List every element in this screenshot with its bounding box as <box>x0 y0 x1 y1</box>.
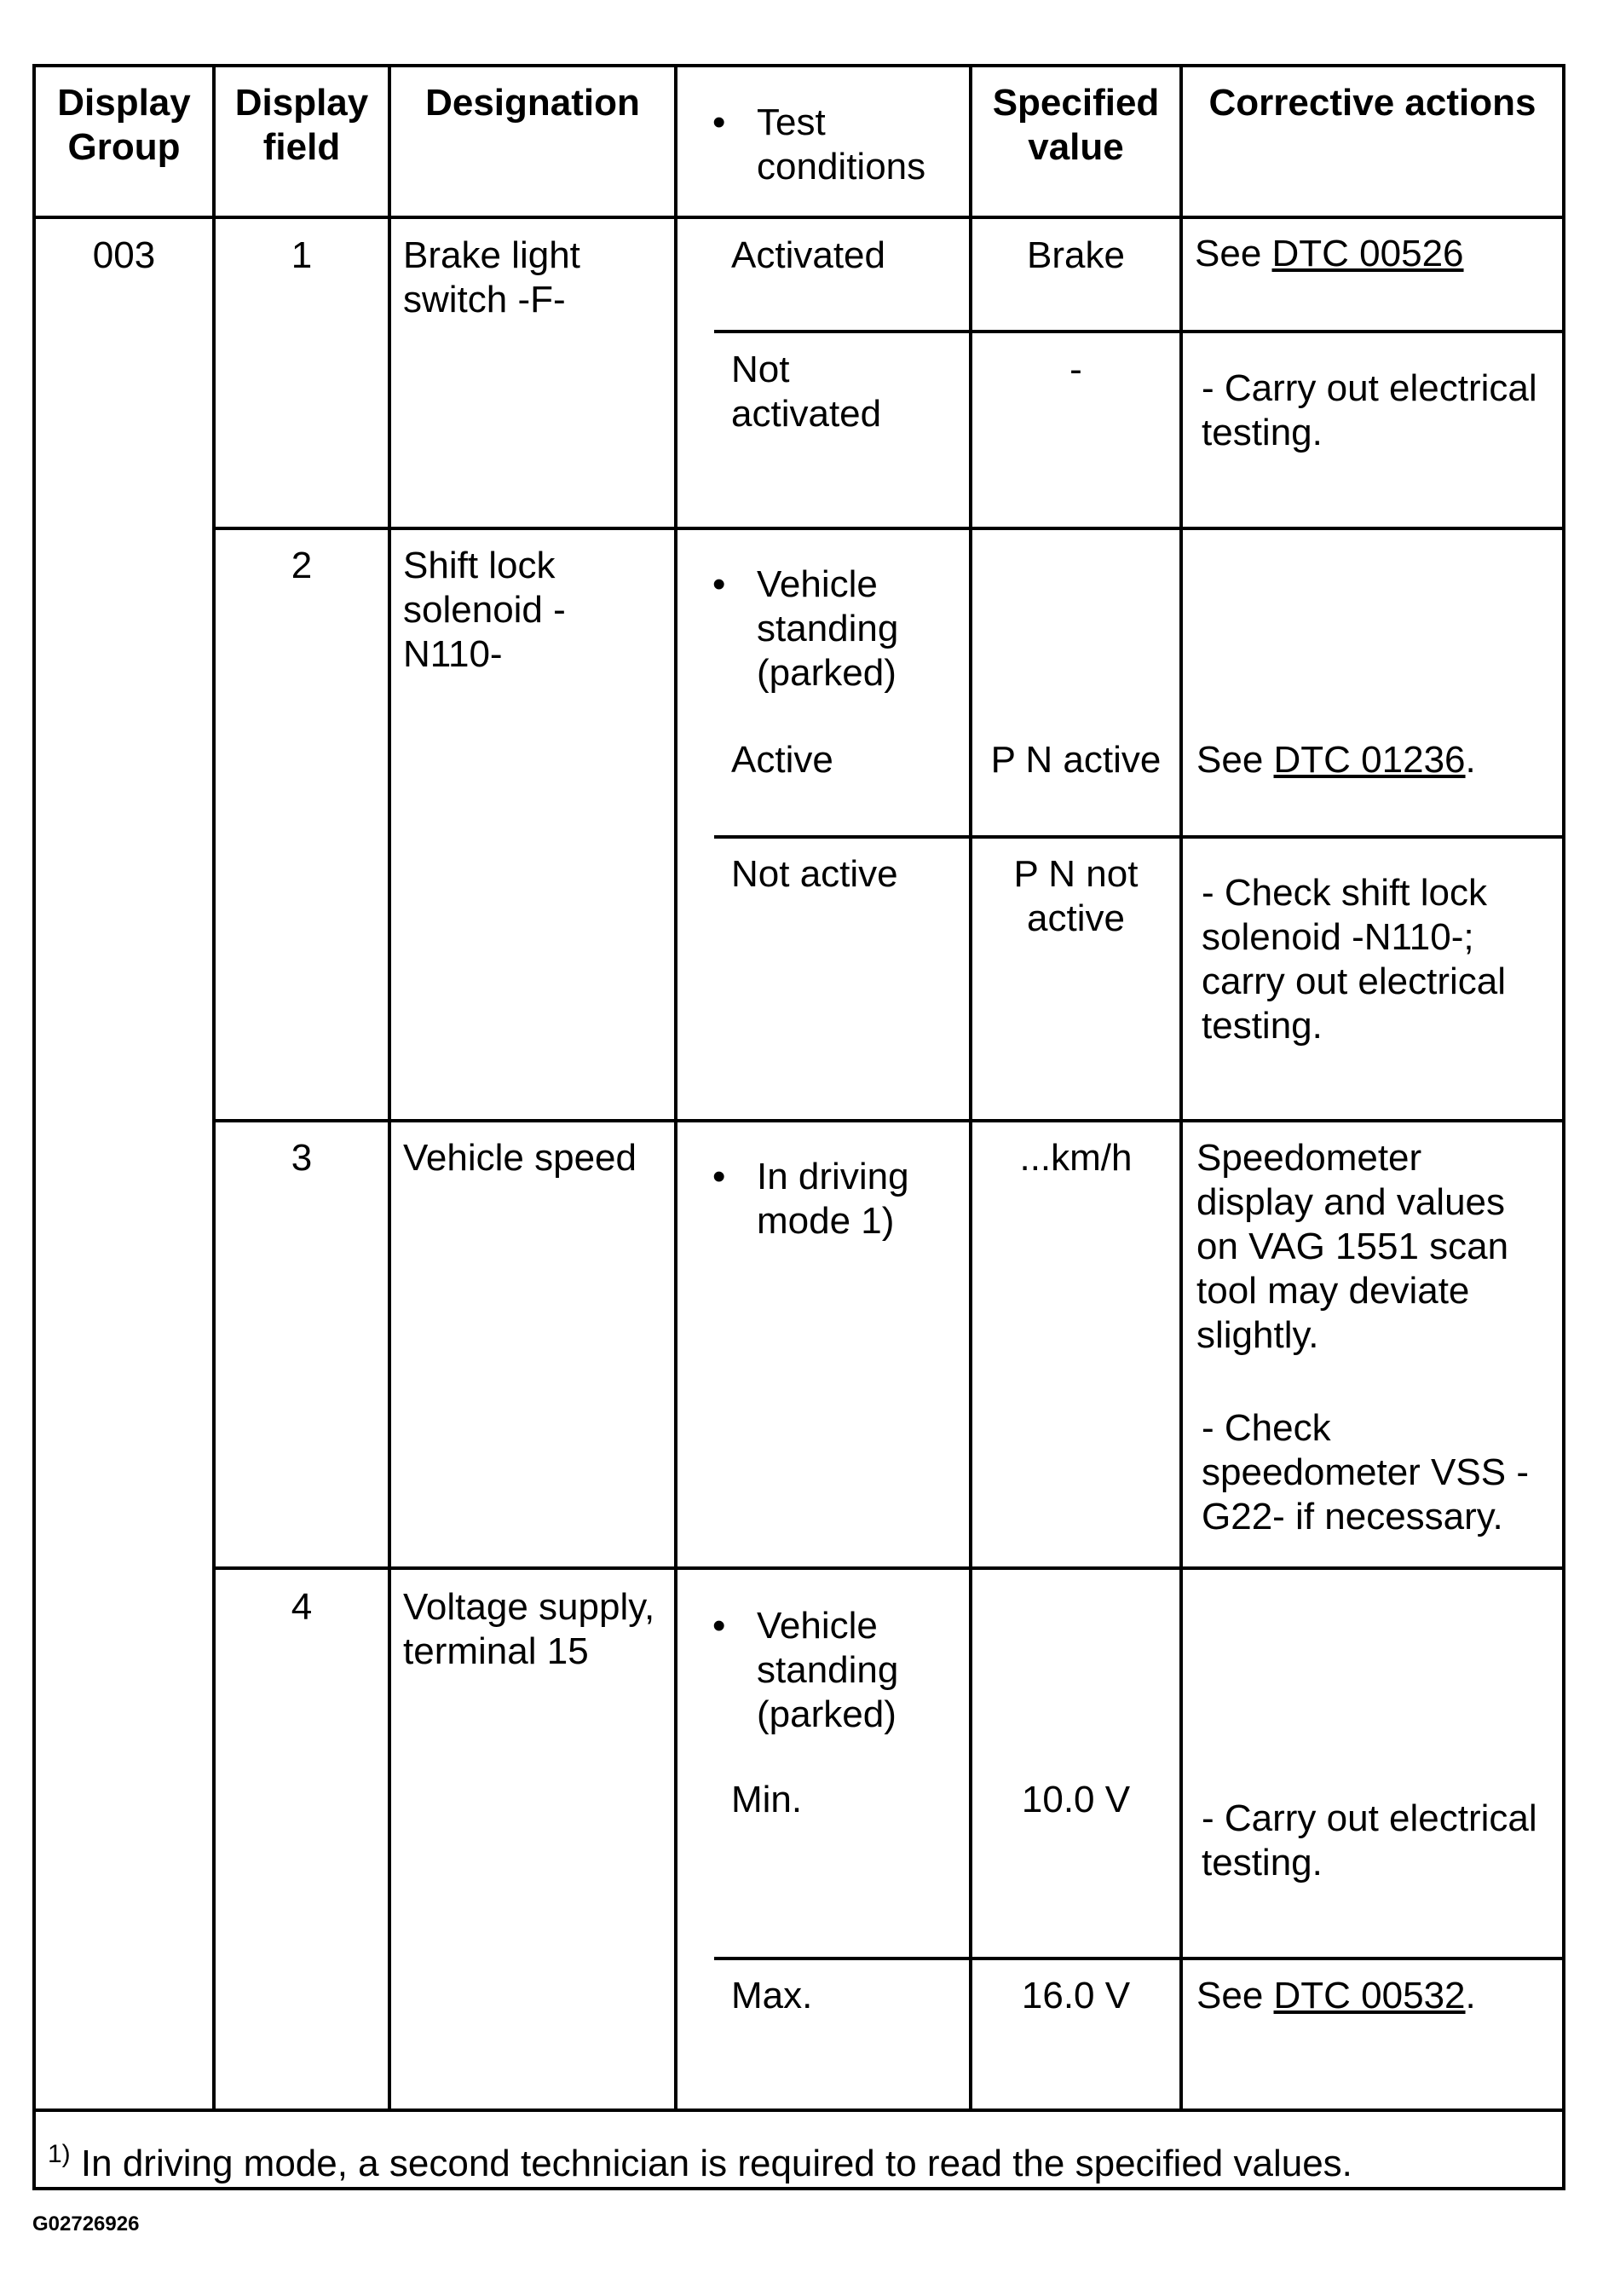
see-label: See <box>1196 739 1274 781</box>
row3-action-2: - Check speedometer VSS - G22- if necessary. <box>1202 1407 1529 1537</box>
row4-test-bullet: • Vehicle standing (parked) <box>757 1604 898 1737</box>
row3-test-bullet: • In driving mode 1) <box>757 1155 909 1243</box>
dtc-01236-link[interactable]: DTC 01236 <box>1273 739 1466 781</box>
row1-action-activated <box>1195 232 1464 276</box>
see-suffix: . <box>1465 739 1476 781</box>
row2-field: 2 <box>291 545 313 586</box>
table-border-right <box>1562 64 1565 2190</box>
footnote-text: In driving mode, a second technician is required to read the specified values. <box>70 2143 1352 2184</box>
subrow-divider-1 <box>714 330 1565 333</box>
row4-action-max <box>1196 1974 1476 2018</box>
row4-condition-min: Min. <box>731 1779 803 1820</box>
row-divider-1-2 <box>212 527 1565 530</box>
row2-condition-active: Active <box>731 739 833 781</box>
row4-value-max: 16.0 V <box>1021 1975 1131 2016</box>
header-test-conditions: • Test conditions <box>757 101 925 189</box>
row4-designation: Voltage supply, terminal 15 <box>403 1586 655 1672</box>
body-bottom-divider <box>32 2109 1565 2112</box>
display-group-value: 003 <box>92 234 156 276</box>
footnote-marker: 1) <box>48 2140 71 2168</box>
row3-action: Speedometer display and values on VAG 1551 scan tool may deviate slightly. <box>1196 1137 1509 1356</box>
column-divider-1 <box>212 64 216 2112</box>
column-divider-5 <box>1179 64 1183 2112</box>
header-divider <box>32 216 1565 219</box>
row-divider-2-3 <box>212 1119 1565 1122</box>
row2-value-active: P N active <box>990 739 1162 781</box>
table-border-bottom <box>32 2187 1565 2190</box>
header-specified-value: Specified value <box>992 82 1160 168</box>
row4-condition-max: Max. <box>731 1975 813 2016</box>
row1-value-not-activated: - <box>1069 349 1082 390</box>
figure-code: G02726926 <box>32 2212 140 2235</box>
column-divider-3 <box>674 64 677 2112</box>
row2-action-active <box>1196 738 1476 782</box>
row2-designation: Shift lock solenoid - N110- <box>403 545 566 675</box>
see-label: See <box>1195 233 1272 274</box>
row1-condition-not-activated: Not activated <box>731 349 882 435</box>
row1-condition-activated: Activated <box>731 234 885 276</box>
subrow-divider-2 <box>714 835 1565 839</box>
subrow-divider-4 <box>714 1957 1565 1960</box>
row4-action-min: - Carry out electrical testing. <box>1202 1797 1537 1884</box>
row2-action-not-active: - Check shift lock solenoid -N110-; carry out electrical testing. <box>1202 872 1507 1047</box>
dtc-00526-link[interactable]: DTC 00526 <box>1271 233 1464 274</box>
row4-field: 4 <box>291 1586 313 1628</box>
row3-designation: Vehicle speed <box>403 1137 637 1179</box>
row1-value-activated: Brake <box>1027 234 1125 276</box>
column-divider-2 <box>388 64 391 2112</box>
row2-value-not-active: P N not active <box>1013 853 1139 939</box>
dtc-00532-link[interactable]: DTC 00532 <box>1273 1975 1466 2016</box>
header-designation: Designation <box>425 82 640 124</box>
header-corrective-actions: Corrective actions <box>1208 82 1536 124</box>
see-suffix: . <box>1465 1975 1476 2016</box>
row2-test-bullet: • Vehicle standing (parked) <box>757 562 898 695</box>
row-divider-3-4 <box>212 1566 1565 1570</box>
table-border-left <box>32 64 36 2190</box>
row1-field: 1 <box>291 234 313 276</box>
header-display-group: Display Group <box>57 82 191 168</box>
row1-action-not-activated: - Carry out electrical testing. <box>1202 367 1537 453</box>
see-label: See <box>1196 1975 1274 2016</box>
row3-value: ...km/h <box>1019 1137 1133 1179</box>
row3-field: 3 <box>291 1137 313 1179</box>
row2-condition-not-active: Not active <box>731 853 898 895</box>
table-border-top <box>32 64 1565 67</box>
row1-designation: Brake light switch -F- <box>403 234 580 320</box>
footnote <box>48 2132 1352 2186</box>
row4-value-min: 10.0 V <box>1021 1779 1131 1820</box>
header-display-field: Display field <box>234 82 369 168</box>
